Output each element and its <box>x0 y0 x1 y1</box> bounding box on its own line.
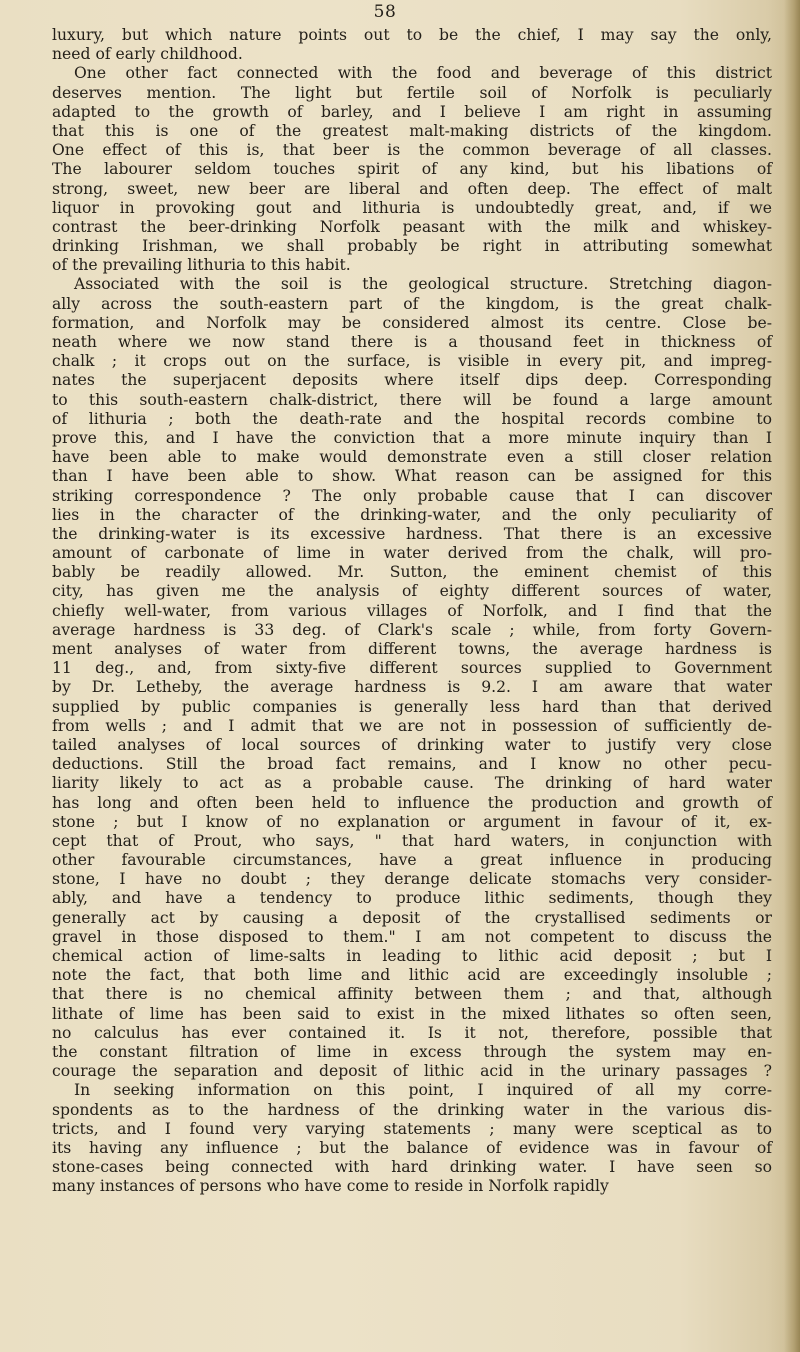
text-line: ably, and have a tendency to produce lithic sediments, though they <box>52 889 772 908</box>
text-line: adapted to the growth of barley, and I believe I am right in assuming <box>52 102 772 121</box>
text-line: that there is no chemical affinity between them ; and that, although <box>52 985 772 1004</box>
text-line: from wells ; and I admit that we are not in possession of sufficiently de- <box>52 716 772 735</box>
text-line: no calculus has ever contained it. Is it not, therefore, possible that <box>52 1023 772 1042</box>
text-line: have been able to make would demonstrate even a still closer relation <box>52 448 772 467</box>
text-line: average hardness is 33 deg. of Clark's scale ; while, from forty Govern- <box>52 620 772 639</box>
text-line: chemical action of lime-salts in leading to lithic acid deposit ; but I <box>52 947 772 965</box>
text-line: Associated with the soil is the geological structure. Stretching diagon- <box>74 275 772 294</box>
text-line: gravel in those disposed to them." I am not competent to discuss the <box>52 927 772 946</box>
text-line: to this south-eastern chalk-district, there will be found a large amount <box>52 390 772 409</box>
text-line: has long and often been held to influence the production and growth of <box>52 793 772 812</box>
text-line: of the prevailing lithuria to this habit. <box>52 256 351 275</box>
text-line: tailed analyses of local sources of drinking water to justify very close <box>52 735 772 754</box>
page-edge-shadow <box>784 0 800 1352</box>
text-line: cept that of Prout, who says, " that hard waters, in conjunction with <box>52 831 772 850</box>
text-line: The labourer seldom touches spirit of any kind, but his libations of <box>52 160 772 179</box>
body-text <box>52 26 772 1196</box>
text-line: its having any influence ; but the balance of evidence was in favour of <box>52 1138 772 1157</box>
text-line: deserves mention. The light but fertile soil of Norfolk is peculiarly <box>52 83 772 102</box>
text-line: drinking Irishman, we shall probably be right in attributing somewhat <box>52 237 772 256</box>
text-line: ally across the south-eastern part of the kingdom, is the great chalk- <box>52 294 772 313</box>
text-line: chalk ; it crops out on the surface, is visible in every pit, and impreg- <box>52 352 772 371</box>
text-line: than I have been able to show. What reason can be assigned for this <box>52 467 772 486</box>
text-line: that this is one of the greatest malt-making districts of the kingdom. <box>52 121 772 140</box>
text-line: prove this, and I have the conviction that a more minute inquiry than I <box>52 428 772 447</box>
text-line: supplied by public companies is generally less hard than that derived <box>52 697 772 716</box>
text-line: note the fact, that both lime and lithic acid are exceedingly insoluble ; <box>52 966 772 985</box>
text-line: the constant filtration of lime in excess through the system may en- <box>52 1042 772 1061</box>
text-line: stone, I have no doubt ; they derange delicate stomachs very consider- <box>52 870 772 889</box>
text-line: In seeking information on this point, I inquired of all my corre- <box>74 1081 772 1100</box>
text-line: need of early childhood. <box>52 45 243 64</box>
text-line: of lithuria ; both the death-rate and the hospital records combine to <box>52 409 772 428</box>
text-line: strong, sweet, new beer are liberal and often deep. The effect of malt <box>52 179 772 198</box>
text-line: neath where we now stand there is a thousand feet in thickness of <box>52 333 772 351</box>
text-line: tricts, and I found very varying statements ; many were sceptical as to <box>52 1119 772 1138</box>
page-number: 58 <box>373 2 397 22</box>
text-line: bably be readily allowed. Mr. Sutton, the eminent chemist of this <box>52 563 772 582</box>
text-line: One other fact connected with the food and beverage of this district <box>74 64 772 83</box>
text-line: stone-cases being connected with hard drinking water. I have seen so <box>52 1158 772 1177</box>
text-line: by Dr. Letheby, the average hardness is 9.2. I am aware that water <box>52 678 772 697</box>
text-line: nates the superjacent deposits where itself dips deep. Corresponding <box>52 371 772 390</box>
text-line: lies in the character of the drinking-water, and the only peculiarity of <box>52 505 772 524</box>
text-line: 11 deg., and, from sixty-five different sources supplied to Government <box>52 659 772 678</box>
text-line: lithate of lime has been said to exist in the mixed lithates so often seen, <box>52 1004 772 1023</box>
text-line: generally act by causing a deposit of the crystallised sediments or <box>52 908 772 927</box>
text-line: city, has given me the analysis of eighty different sources of water, <box>52 582 772 601</box>
text-line: liarity likely to act as a probable cause. The drinking of hard water <box>52 774 772 793</box>
text-line: ment analyses of water from different towns, the average hardness is <box>52 640 772 658</box>
text-line: formation, and Norfolk may be considered almost its centre. Close be- <box>52 313 772 332</box>
text-line: contrast the beer-drinking Norfolk peasant with the milk and whiskey- <box>52 217 772 236</box>
text-line: luxury, but which nature points out to be the chief, I may say the only, <box>52 26 772 44</box>
text-line: One effect of this is, that beer is the common beverage of all classes. <box>52 141 772 160</box>
text-line: striking correspondence ? The only probable cause that I can discover <box>52 486 772 505</box>
text-line: courage the separation and deposit of lithic acid in the urinary passages ? <box>52 1062 772 1081</box>
text-line: the drinking-water is its excessive hardness. That there is an excessive <box>52 524 772 543</box>
text-line: chiefly well-water, from various villages of Norfolk, and I find that the <box>52 601 772 620</box>
text-line: stone ; but I know of no explanation or argument in favour of it, ex- <box>52 812 772 831</box>
text-line: many instances of persons who have come to reside in Norfolk rapidly <box>52 1177 609 1196</box>
text-line: liquor in provoking gout and lithuria is undoubtedly great, and, if we <box>52 198 772 217</box>
text-line: other favourable circumstances, have a great influence in producing <box>52 851 772 870</box>
text-line: deductions. Still the broad fact remains, and I know no other pecu- <box>52 755 772 774</box>
text-line: spondents as to the hardness of the drinking water in the various dis- <box>52 1100 772 1119</box>
text-line: amount of carbonate of lime in water derived from the chalk, will pro- <box>52 544 772 563</box>
